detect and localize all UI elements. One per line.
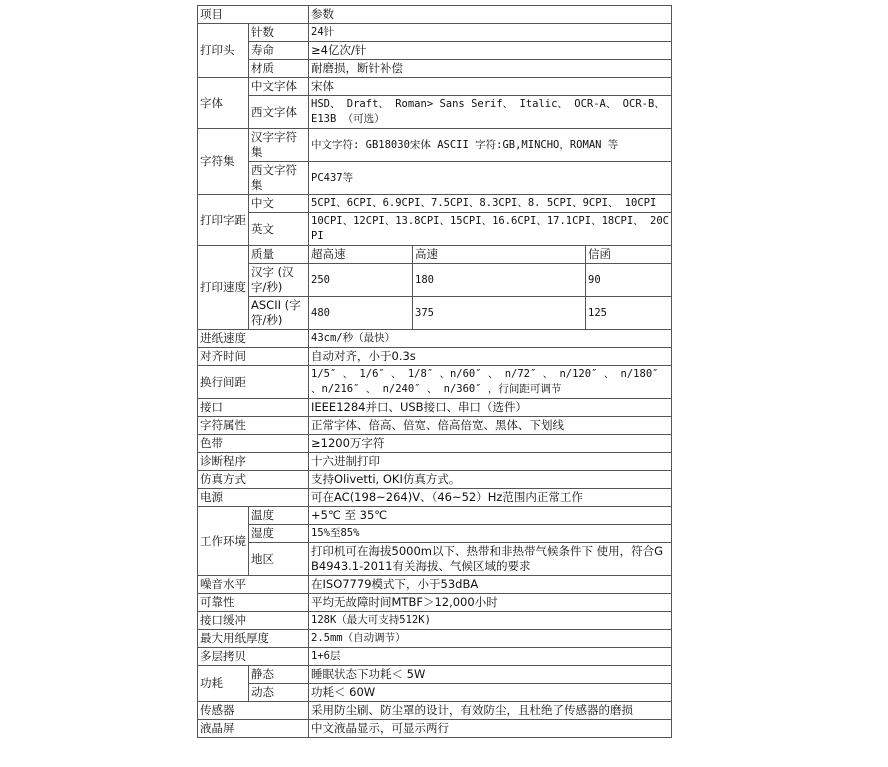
- ascii-high-value: 375: [413, 297, 586, 330]
- hanzi-charset-label: 汉字字符集: [249, 129, 309, 162]
- align-value: 自动对齐，小于0.3s: [309, 348, 672, 366]
- col-super-high: 超高速: [309, 246, 413, 264]
- dynamic-label: 动态: [249, 684, 309, 702]
- linespace-label: 换行间距: [198, 366, 309, 399]
- col-high: 高速: [413, 246, 586, 264]
- spec-table: [197, 5, 672, 738]
- table-row: [198, 297, 672, 330]
- feed-value: 43cm/秒（最快）: [309, 330, 672, 348]
- table-row: [198, 417, 672, 435]
- ascii-letter-value: 125: [586, 297, 672, 330]
- west-charset-value: PC437等: [309, 162, 672, 195]
- interface-value: IEEE1284并口、USB接口、串口（选件）: [309, 399, 672, 417]
- thick-label: 最大用纸厚度: [198, 630, 309, 648]
- hanzi-letter-value: 90: [586, 264, 672, 297]
- emu-label: 仿真方式: [198, 471, 309, 489]
- cn-font-value: 宋体: [309, 78, 672, 96]
- life-label: 寿命: [249, 42, 309, 60]
- rel-value: 平均无故障时间MTBF＞12,000小时: [309, 594, 672, 612]
- align-label: 对齐时间: [198, 348, 309, 366]
- cn-pitch-value: 5CPI、6CPI、6.9CPI、7.5CPI、8.3CPI、8. 5CPI、9CPI、 10CPI: [309, 195, 672, 213]
- lcd-label: 液晶屏: [198, 720, 309, 738]
- noise-value: 在ISO7779模式下，小于53dBA: [309, 576, 672, 594]
- table-row: [198, 576, 672, 594]
- table-row: [198, 507, 672, 525]
- emu-value: 支持Olivetti, OKI仿真方式。: [309, 471, 672, 489]
- diag-value: 十六进制打印: [309, 453, 672, 471]
- temp-value: +5℃ 至 35℃: [309, 507, 672, 525]
- power-label: 电源: [198, 489, 309, 507]
- lcd-value: 中文液晶显示，可显示两行: [309, 720, 672, 738]
- col-letter: 信函: [586, 246, 672, 264]
- feed-label: 进纸速度: [198, 330, 309, 348]
- table-row: [198, 264, 672, 297]
- temp-label: 温度: [249, 507, 309, 525]
- copies-label: 多层拷贝: [198, 648, 309, 666]
- table-row: [198, 78, 672, 96]
- pitch-label: 打印字距: [198, 195, 249, 246]
- table-row: [198, 330, 672, 348]
- en-pitch-label: 英文: [249, 213, 309, 246]
- consumption-label: 功耗: [198, 666, 249, 702]
- ascii-speed-label: ASCII (字符/秒): [249, 297, 309, 330]
- dynamic-value: 功耗＜ 60W: [309, 684, 672, 702]
- west-charset-label: 西文字符集: [249, 162, 309, 195]
- interface-label: 接口: [198, 399, 309, 417]
- sensor-value: 采用防尘刷、防尘罩的设计，有效防尘，且杜绝了传感器的磨损: [309, 702, 672, 720]
- table-row: [198, 42, 672, 60]
- material-label: 材质: [249, 60, 309, 78]
- table-row: [198, 129, 672, 162]
- ribbon-value: ≥1200万字符: [309, 435, 672, 453]
- humid-value: 15%至85%: [309, 525, 672, 543]
- hanzi-high-value: 180: [413, 264, 586, 297]
- table-row: [198, 195, 672, 213]
- buffer-label: 接口缓冲: [198, 612, 309, 630]
- humid-label: 湿度: [249, 525, 309, 543]
- pins-value: 24针: [309, 24, 672, 42]
- table-row: [198, 702, 672, 720]
- static-label: 静态: [249, 666, 309, 684]
- table-row: [198, 348, 672, 366]
- print-head-label: 打印头: [198, 24, 249, 78]
- table-row: [198, 435, 672, 453]
- sensor-label: 传感器: [198, 702, 309, 720]
- table-row: [198, 246, 672, 264]
- table-row: [198, 525, 672, 543]
- attr-label: 字符属性: [198, 417, 309, 435]
- table-row: [198, 666, 672, 684]
- buffer-value: 128K（最大可支持512K): [309, 612, 672, 630]
- hanzi-charset-value: 中文字符: GB18030宋体 ASCII 字符:GB,MINCHO，ROMAN 等: [309, 129, 672, 162]
- en-pitch-value: 10CPI、12CPI、13.8CPI、15CPI、16.6CPI、17.1CPI、18CPI、 20CPI: [309, 213, 672, 246]
- table-row: [198, 24, 672, 42]
- static-value: 睡眠状态下功耗＜ 5W: [309, 666, 672, 684]
- attr-value: 正常字体、倍高、倍宽、倍高倍宽、黑体、下划线: [309, 417, 672, 435]
- quality-label: 质量: [249, 246, 309, 264]
- speed-label: 打印速度: [198, 246, 249, 330]
- material-value: 耐磨损，断针补偿: [309, 60, 672, 78]
- west-font-value: HSD、 Draft、 Roman> Sans Serif、 Italic、 OCR-A、 OCR-B、 E13B （可选）: [309, 96, 672, 129]
- table-row: [198, 366, 672, 399]
- table-row: [198, 543, 672, 576]
- hanzi-speed-label: 汉字 (汉字/秒): [249, 264, 309, 297]
- ascii-super-value: 480: [309, 297, 413, 330]
- life-value: ≥4亿次/针: [309, 42, 672, 60]
- west-font-label: 西文字体: [249, 96, 309, 129]
- ribbon-label: 色带: [198, 435, 309, 453]
- table-row: [198, 96, 672, 129]
- pins-label: 针数: [249, 24, 309, 42]
- table-row: [198, 684, 672, 702]
- noise-label: 噪音水平: [198, 576, 309, 594]
- table-row: [198, 489, 672, 507]
- thick-value: 2.5mm（自动调节）: [309, 630, 672, 648]
- table-row: [198, 399, 672, 417]
- copies-value: 1+6层: [309, 648, 672, 666]
- font-label: 字体: [198, 78, 249, 129]
- table-row: [198, 630, 672, 648]
- table-row: [198, 594, 672, 612]
- table-row: [198, 6, 672, 24]
- linespace-value: 1/5″ 、 1/6″ 、 1/8″ 、n/60″ 、 n/72″ 、 n/120″ 、 n/180″ 、n/216″ 、 n/240″ 、 n/360″ ，行间距可调节: [309, 366, 672, 399]
- hanzi-super-value: 250: [309, 264, 413, 297]
- cn-pitch-label: 中文: [249, 195, 309, 213]
- header-param: 参数: [309, 6, 672, 24]
- rel-label: 可靠性: [198, 594, 309, 612]
- table-row: [198, 213, 672, 246]
- table-row: [198, 648, 672, 666]
- diag-label: 诊断程序: [198, 453, 309, 471]
- region-label: 地区: [249, 543, 309, 576]
- region-value: 打印机可在海拔5000m以下、热带和非热带气候条件下 使用，符合GB4943.1-2011有关海拔、气候区域的要求: [309, 543, 672, 576]
- cn-font-label: 中文字体: [249, 78, 309, 96]
- table-row: [198, 453, 672, 471]
- table-row: [198, 60, 672, 78]
- table-row: [198, 471, 672, 489]
- table-row: [198, 162, 672, 195]
- header-item: 项目: [198, 6, 309, 24]
- charset-label: 字符集: [198, 129, 249, 195]
- env-label: 工作环境: [198, 507, 249, 576]
- table-row: [198, 720, 672, 738]
- table-row: [198, 612, 672, 630]
- power-value: 可在AC(198~264)V、（46~52）Hz范围内正常工作: [309, 489, 672, 507]
